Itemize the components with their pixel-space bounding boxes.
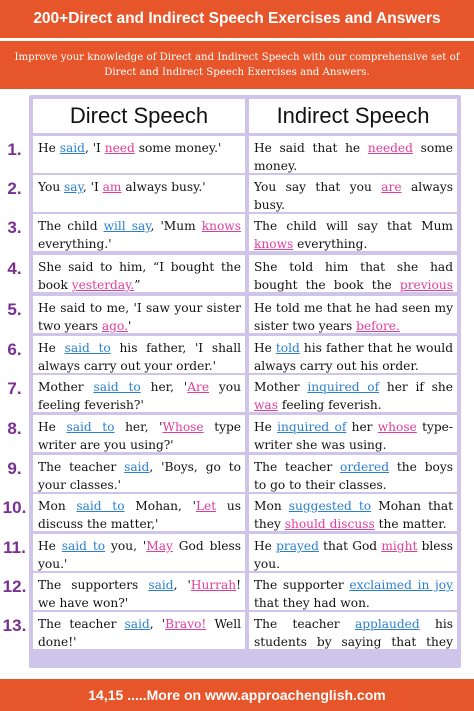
highlighted-word: applauded bbox=[354, 617, 420, 631]
row-number: 4. bbox=[7, 259, 22, 278]
highlighted-word: need bbox=[104, 141, 135, 155]
direct-speech-cell bbox=[33, 175, 245, 212]
indirect-speech-cell bbox=[249, 612, 457, 649]
sentence-text: everything.' bbox=[38, 237, 112, 251]
sentence-text: always busy. bbox=[254, 180, 453, 212]
indirect-speech-cell bbox=[249, 255, 457, 292]
indirect-speech-cell bbox=[249, 494, 457, 531]
direct-speech-cell bbox=[33, 336, 245, 373]
highlighted-word: inquired of bbox=[307, 380, 380, 394]
sentence-text: type writer are you using?' bbox=[38, 420, 242, 452]
sentence-text: You say that you bbox=[254, 180, 382, 194]
row-number: 5. bbox=[7, 300, 22, 319]
indirect-speech-cell bbox=[249, 296, 457, 333]
sentence-text: bless you. bbox=[254, 539, 454, 571]
sentence-text: some money. bbox=[254, 141, 453, 173]
highlighted-word: previous bbox=[399, 278, 453, 292]
highlighted-word: Bravo! bbox=[165, 617, 207, 631]
sentence-text: the boys to go to their classes. bbox=[254, 460, 453, 492]
direct-speech-cell bbox=[33, 534, 245, 571]
highlighted-word: prayed bbox=[276, 539, 319, 553]
sentence-text: his father that he would always carry out his order. bbox=[254, 341, 453, 373]
highlighted-word: whose bbox=[377, 420, 417, 434]
row-number: 6. bbox=[7, 340, 22, 359]
sentence-text: , ' bbox=[173, 578, 191, 592]
sentence-text: He bbox=[38, 141, 60, 155]
indirect-speech-cell bbox=[249, 136, 457, 173]
sentence-text: , 'Mum bbox=[150, 219, 202, 233]
sentence-text: He bbox=[38, 539, 62, 553]
direct-speech-cell bbox=[33, 375, 245, 412]
direct-speech-cell bbox=[33, 214, 245, 251]
sentence-text: The child bbox=[38, 219, 104, 233]
sentence-text: The teacher bbox=[38, 460, 125, 474]
sentence-text: The teacher bbox=[254, 460, 340, 474]
sentence-text: you feeling feverish?' bbox=[38, 380, 241, 412]
sentence-text: his father, 'I shall always carry out your order.' bbox=[38, 341, 241, 373]
highlighted-word: Hurrah bbox=[190, 578, 237, 592]
sentence-text: The child will say that Mum bbox=[254, 219, 453, 233]
sentence-text: ” bbox=[134, 278, 141, 292]
sentence-text: her bbox=[346, 420, 378, 434]
sentence-text: Mon bbox=[38, 499, 77, 513]
sentence-text: type-writer she was using. bbox=[254, 420, 454, 452]
sentence-text: She told him that she had bought the book the bbox=[254, 260, 453, 292]
indirect-speech-cell bbox=[249, 336, 457, 373]
sentence-text: She said to him, “I bought the book bbox=[38, 260, 241, 292]
row-number: 1. bbox=[7, 140, 22, 159]
highlighted-word: said bbox=[124, 617, 150, 631]
highlighted-word: say bbox=[64, 180, 83, 194]
highlighted-word: knows bbox=[254, 237, 294, 251]
highlighted-word: yesterday. bbox=[71, 278, 135, 292]
highlighted-word: might bbox=[381, 539, 418, 553]
direct-speech-cell bbox=[33, 255, 245, 292]
sentence-text: Mohan that they bbox=[254, 499, 453, 531]
highlighted-word: said to bbox=[61, 539, 106, 553]
highlighted-word: said bbox=[59, 141, 85, 155]
highlighted-word: before. bbox=[356, 319, 400, 333]
sentence-text: you, ' bbox=[105, 539, 147, 553]
sentence-text: The supporters bbox=[38, 578, 149, 592]
row-number: 10. bbox=[2, 498, 27, 517]
row-number: 2. bbox=[7, 179, 22, 198]
sentence-text: He bbox=[254, 341, 276, 355]
highlighted-word: exclaimed in joy bbox=[349, 578, 454, 592]
sentence-text: everything. bbox=[293, 237, 368, 251]
indirect-speech-cell bbox=[249, 175, 457, 212]
sentence-text: The teacher bbox=[38, 617, 125, 631]
direct-speech-cell bbox=[33, 136, 245, 173]
row-number: 13. bbox=[2, 616, 27, 635]
highlighted-word: said to bbox=[66, 420, 115, 434]
indirect-speech-header: Indirect Speech bbox=[249, 99, 457, 133]
highlighted-word: inquired of bbox=[277, 420, 347, 434]
sentence-text: He bbox=[254, 420, 278, 434]
intro-text: Improve your knowledge of Direct and Indirect Speech with our comprehensive set of Direct and Indirect Speech Exercises and Answers. bbox=[0, 41, 474, 89]
sentence-text: He said to me, 'I saw your sister two years bbox=[38, 301, 241, 333]
sentence-text: God bless you.' bbox=[38, 539, 242, 571]
sentence-text: the matter. bbox=[374, 517, 447, 531]
highlighted-word: said bbox=[124, 460, 150, 474]
sentence-text: Mother bbox=[254, 380, 308, 394]
highlighted-word: knows bbox=[201, 219, 241, 233]
sentence-text: You bbox=[38, 180, 65, 194]
sentence-text: , ' bbox=[149, 617, 166, 631]
direct-speech-cell bbox=[33, 494, 245, 531]
sentence-text: He said that he bbox=[254, 141, 368, 155]
highlighted-word: May bbox=[146, 539, 173, 553]
sentence-text: He bbox=[254, 539, 277, 553]
highlighted-word: said to bbox=[76, 499, 125, 513]
sentence-text: his students by saying that they bbox=[254, 617, 453, 649]
row-number: 11. bbox=[3, 538, 26, 557]
sentence-text: Mon bbox=[254, 499, 289, 513]
sentence-text: her, ' bbox=[114, 420, 163, 434]
row-number: 12. bbox=[2, 577, 27, 596]
indirect-speech-cell bbox=[249, 375, 457, 412]
indirect-speech-cell bbox=[249, 415, 457, 452]
sentence-text: The supporter bbox=[254, 578, 350, 592]
highlighted-word: Let bbox=[195, 499, 217, 513]
highlighted-word: Are bbox=[187, 380, 210, 394]
sentence-text: He told me that he had seen my sister two years bbox=[254, 301, 453, 333]
sentence-text: that God bbox=[318, 539, 382, 553]
row-number: 9. bbox=[7, 459, 22, 478]
sentence-text: He bbox=[38, 341, 65, 355]
direct-speech-cell bbox=[33, 455, 245, 492]
direct-speech-header: Direct Speech bbox=[33, 99, 245, 133]
highlighted-word: am bbox=[102, 180, 122, 194]
highlighted-word: said bbox=[148, 578, 174, 592]
row-number: 8. bbox=[7, 419, 22, 438]
page-title: 200+Direct and Indirect Speech Exercises and Answers bbox=[0, 0, 474, 38]
highlighted-word: told bbox=[275, 341, 300, 355]
sentence-text: Mohan, ' bbox=[124, 499, 196, 513]
highlighted-word: needed bbox=[367, 141, 413, 155]
sentence-text: that they had won. bbox=[254, 596, 370, 610]
sentence-text: ' bbox=[127, 319, 132, 333]
direct-speech-cell bbox=[33, 415, 245, 452]
indirect-speech-cell bbox=[249, 214, 457, 251]
direct-speech-cell bbox=[33, 612, 245, 649]
highlighted-word: was bbox=[254, 398, 278, 412]
sentence-text: her, ' bbox=[140, 380, 188, 394]
direct-speech-cell bbox=[33, 296, 245, 333]
sentence-text: , 'I bbox=[82, 180, 103, 194]
sentence-text: He bbox=[38, 420, 67, 434]
row-number: 3. bbox=[7, 218, 22, 237]
highlighted-word: will say bbox=[103, 219, 151, 233]
highlighted-word: said to bbox=[64, 341, 111, 355]
sentence-text: her if she bbox=[379, 380, 453, 394]
highlighted-word: Whose bbox=[162, 420, 204, 434]
sentence-text: us discuss the matter,' bbox=[38, 499, 241, 531]
sentence-text: Well done!' bbox=[38, 617, 241, 649]
row-number: 7. bbox=[7, 379, 22, 398]
highlighted-word: are bbox=[381, 180, 402, 194]
sentence-text: , 'I bbox=[84, 141, 105, 155]
sentence-text: some money.' bbox=[134, 141, 222, 155]
sentence-text: always busy.' bbox=[121, 180, 206, 194]
highlighted-word: said to bbox=[93, 380, 141, 394]
highlighted-word: suggested to bbox=[288, 499, 372, 513]
footer-link[interactable]: 14,15 .....More on www.approachenglish.com bbox=[0, 679, 474, 711]
direct-speech-cell bbox=[33, 573, 245, 610]
indirect-speech-cell bbox=[249, 573, 457, 610]
indirect-speech-cell bbox=[249, 455, 457, 492]
sentence-text: feeling feverish. bbox=[277, 398, 382, 412]
sentence-text: , 'Boys, go to your classes.' bbox=[38, 460, 242, 492]
sentence-text: ! we have won?' bbox=[38, 578, 241, 610]
sentence-text: The teacher bbox=[254, 617, 355, 631]
indirect-speech-cell bbox=[249, 534, 457, 571]
highlighted-word: ago. bbox=[101, 319, 128, 333]
highlighted-word: ordered bbox=[340, 460, 390, 474]
highlighted-word: should discuss bbox=[284, 517, 375, 531]
sentence-text: Mother bbox=[38, 380, 94, 394]
